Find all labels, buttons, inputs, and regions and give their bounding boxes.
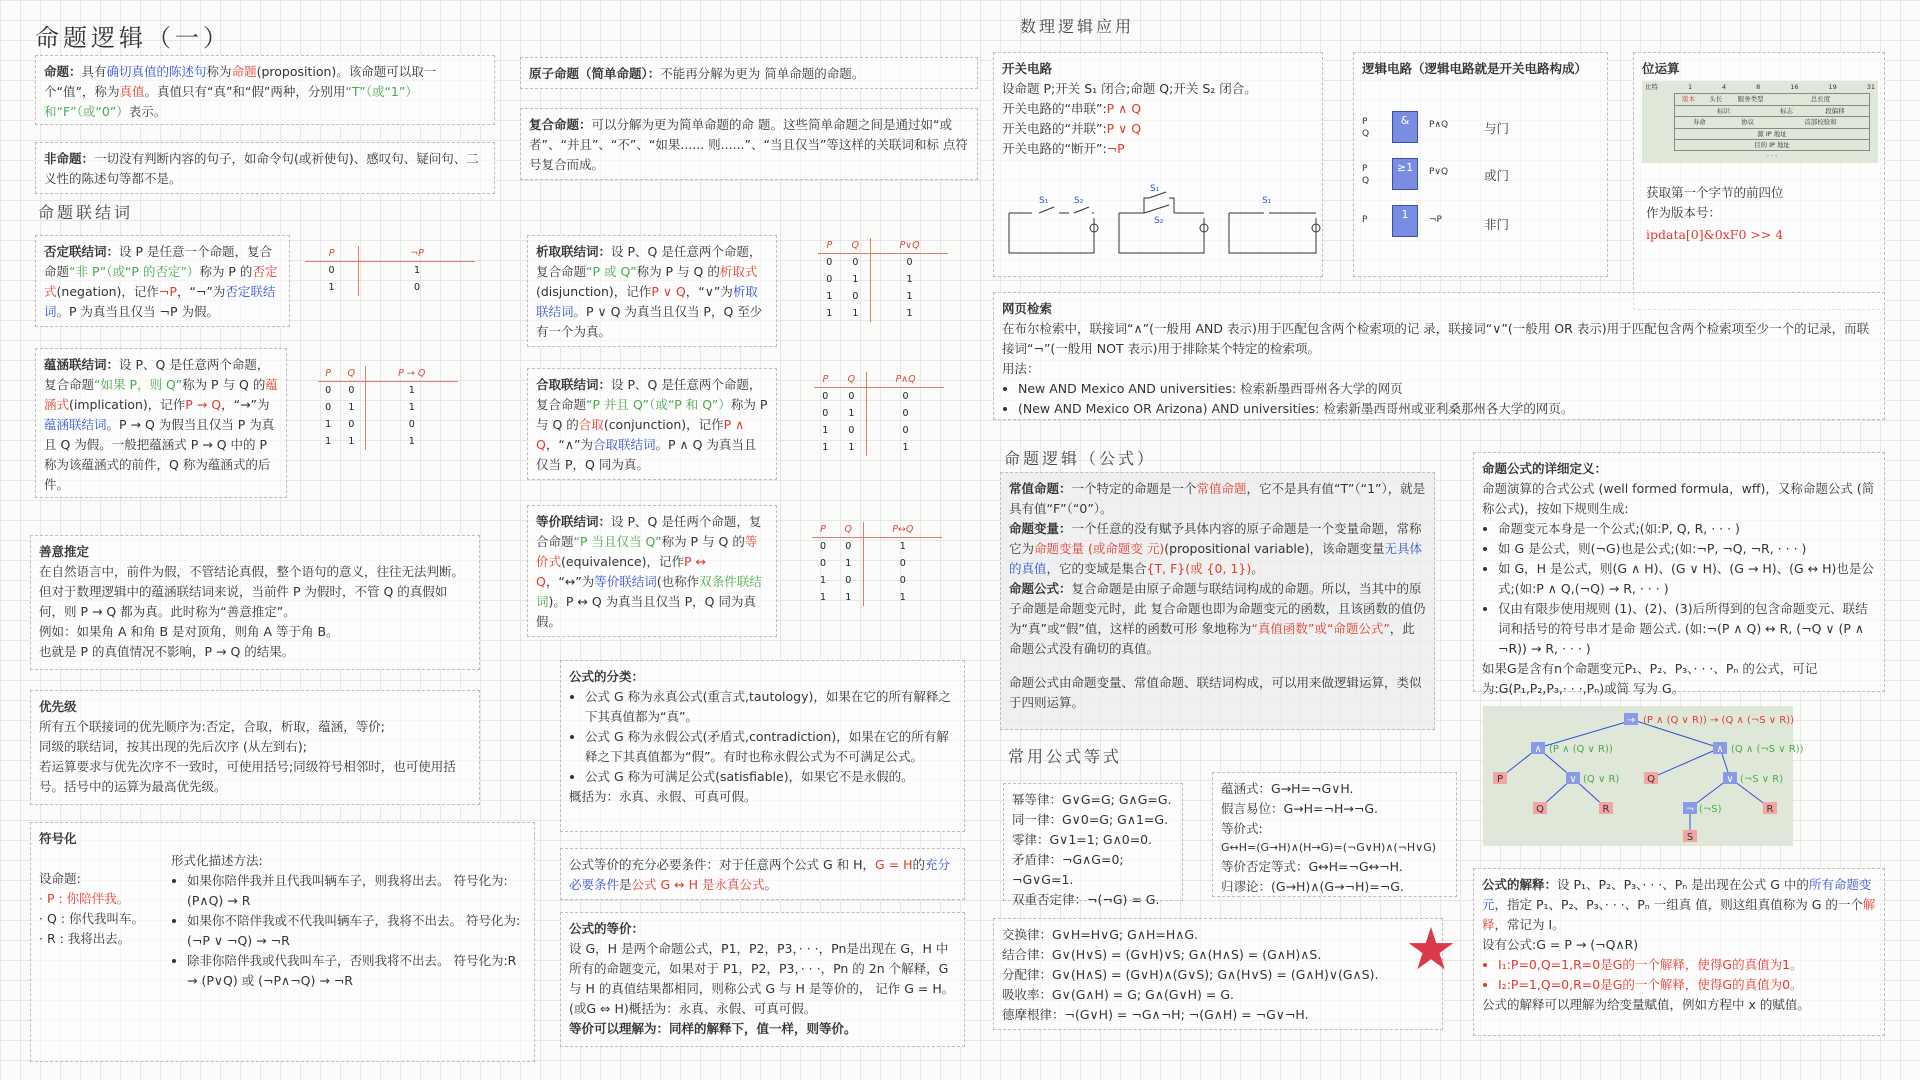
proposition-definition: 命题：具有确切真值的陈述句称为命题(proposition)。该命题可以取一个“值”，称为真值。真值只有“真”和“假”两种，分别用“T”（或“1”）和“F”（或“0”）表示。 [35,55,495,125]
tree-root-label: (P ∧ (Q ∨ R)) → (Q ∧ (¬S ∨ R)) [1643,715,1795,726]
svg-text:S₁: S₁ [1150,184,1160,194]
tree-leaf: R [1766,804,1774,815]
tree-label-n1: (P ∧ (Q ∨ R)) [1549,744,1613,755]
formula-equivalence: 公式的等价： 设 G，H 是两个命题公式，P1，P2，P3，· · ·，Pn是出现在 G，H 中所有的命题变元，如果对于 P1，P2，P3，· · ·，Pn 的 2n 个解释，G 与 H 的真值结果都相同，则称公式 G 与 H 是等价的， 记作 G = H。(或G ⇔ H)概括为：永真、永假、可真可假。 等价可以理解为：同样的解释下，值一样，则等价。 [560,912,965,1047]
tree-leaf: P [1496,774,1504,785]
equivalence-truth-table: P Q P↔Q 0 0 1 0 1 0 1 0 0 1 1 1 [812,522,942,606]
formula-syntax-tree [1483,706,1804,846]
disjunction-connective: 析取联结词：设 P、Q 是任意两个命题，复合命题“P 或 Q”称为 P 与 Q 的析取式(disjunction)，记作P ∨ Q，“∨”为析取联结词。P ∨ Q 为真当且仅当 P，Q 至少有一个为真。 [527,235,777,347]
priority-rules: 优先级 所有五个联接词的优先顺序为:否定，合取，析取，蕴涵，等价; 同级的联结词，按其出现的先后次序 (从左到右); 若运算要求与优先次序不一致时，可使用括号;同级符号相邻时，也可使用括号。括号中的运算为最高优先级。 [30,690,480,805]
tree-label-n4: (¬S ∨ R) [1740,774,1784,785]
svg-text:S₁: S₁ [1039,196,1049,206]
logic-circuit: 逻辑电路（逻辑电路就是开关电路构成） & ≥1 1 P Q P Q P P∧Q P∨Q ¬P 与门 或门 非门 [1353,52,1608,277]
web-search: 网页检索 在布尔检索中，联接词“∧”(一般用 AND 表示)用于匹配包含两个检索项的记 录，联接词“∨”(一般用 OR 表示)用于匹配包含两个检索项至少一个的记录，而联接词“¬”(一般用 NOT 表示)用于排除某个特定的检索项。 用法： • New AND Mexico AND universities: 检索新墨西哥州各大学的网页 • (New AND Mexico OR Arizona) AND universities: 检索新墨西哥州或亚利桑那州各大学的网页。 [993,292,1885,420]
bit-operations: 位运算 比特 1 4 8 16 19 31 版本 头长 服务类型 总长度 标识 标志 段偏移 寿命 协议 首部校验和 源 IP 地址 目的 IP 地址 · · · 获取第一个字节的前四位 作为版本号： ipdata[0]&0xF0 >> 4 [1633,52,1885,310]
tree-label-n5: (¬S) [1699,804,1722,815]
connectives-section-title: 命题联结词 [38,203,134,222]
page-title: 命题逻辑（一） [35,24,231,52]
basic-equations: 幂等律：G∨G=G; G∧G=G. 同一律：G∨0=G; G∧1=G. 零律：G∨1=1; G∧0=0. 矛盾律：¬G∧G=0; ¬G∨G=1. 双重否定律：¬(¬G) = G. [1003,783,1183,901]
equations-section-title: 常用公式等式 [1008,747,1123,766]
implication-equations: 蕴涵式：G→H=¬G∨H. 假言易位：G→H=¬H→¬G. 等价式: G↔H=(G→H)∧(H→G)=(¬G∨H)∧(¬H∨G) 等价否定等式：G↔H=¬G↔¬H. 归谬论：(G→H)∧(G→¬H)=¬G. [1212,772,1457,897]
svg-text:S₂: S₂ [1074,196,1084,206]
equivalence-connective: 等价联结词：设 P、Q 是任两个命题，复合命题“P 当且仅当 Q”称为 P 与 Q 的等价式(equivalence)，记作P ↔ Q，“↔”为等价联结词(也称作双条件联结词)。P ↔ Q 为真当且仅当 P，Q 同为真假。 [527,505,777,637]
constant-proposition: 常值命题：一个特定的命题是一个常值命题，它不是具有值“T”（“1”），就是具有值“F”（“0”）。 命题变量：一个任意的没有赋予具体内容的原子命题是一个变量命题，常称它为命题变量 (或命题变 元)(propositional variable)，该命题变量无具体的真值，它的变域是集合{T, F}(或 {0, 1})。 命题公式：复合命题是由原子命题与联结词构成的命题。所以，当其中的原子命题是命题变元时，此 复合命题也即为命题变元的函数，且该函数的值仍为“真”或“假”值，这样的函数可形 象地称为“真值函数”或“命题公式”，此命题公式没有确切的真值。 命题公式由命题变量、常值命题、联结词构成，可以用来做逻辑运算，类似于四则运算。 [1000,472,1435,730]
tree-leaf: Q [1647,774,1655,785]
tree-op-root: → [1626,715,1636,726]
app-section-title: 数理逻辑应用 [1020,17,1135,36]
implication-truth-table: P Q P → Q 0 0 1 0 1 1 1 0 0 1 1 1 [318,366,458,450]
tree-op-and-right: ∧ [1716,744,1724,755]
tree-op-or-right: ∨ [1726,774,1734,785]
formula-classification: 公式的分类： • 公式 G 称为永真公式(重言式,tautology)，如果在它的所有解释之下其真值都为“真”。 • 公式 G 称为永假公式(矛盾式,contradiction)，如果在它的所有解释之下其真值都为“假”。有时也称永假公式为不可满足公式。 • 公式 G 称为可满足公式(satisfiable)，如果它不是永假的。 概括为：永真、永假、可真可假。 [560,660,965,832]
and-gate-icon: & [1392,111,1418,143]
tree-leaf: S [1686,832,1694,843]
formula-section-title: 命题逻辑（公式） [1004,449,1157,468]
disjunction-truth-table: P Q P∨Q 0 0 0 0 1 1 1 0 1 1 1 1 [818,238,948,322]
switch-circuit: 开关电路 设命题 P;开关 S₁ 闭合;命题 Q;开关 S₂ 闭合。 开关电路的“串联”:P ∧ Q 开关电路的“并联”:P ∨ Q 开关电路的“断开”:¬P S₁ S₂ S₁ S₂ S₁ [993,52,1323,277]
tree-label-n2: (Q ∧ (¬S ∨ R)) [1731,744,1804,755]
tree-op-or-left: ∨ [1569,774,1577,785]
tree-leaf: R [1602,804,1610,815]
prop-q: · Q : 你代我叫车。 [39,911,144,926]
prop-r: · R : 我将出去。 [39,931,131,946]
formula-detailed-definition: 命题公式的详细定义： 命题演算的合式公式 (well formed formula，wff)，又称命题公式 (简称公式)，按如下规则生成: • 命题变元本身是一个公式;(如:P, Q, R, · · · ) • 如 G 是公式，则(¬G)也是公式;(如:¬P, ¬Q, ¬R, · · · ) • 如 G，H 是公式，则(G ∧ H)、(G ∨ H)、(G → H)、(G ↔ H)也是公式;(如:P ∧ Q,(¬Q) → R, · · · ) • 仅由有限步使用规则 (1)、(2)、(3)后所得到的包含命题变元、联结词和括号的符号串才是命 题公式. (如:¬(P ∧ Q) ↔ R, (¬Q ∨ (P ∧ ¬R)) → R, · · · ) 如果G是含有n个命题变元P₁、P₂、P₃、· · ·、Pₙ 的公式，可记为:G(P₁,P₂,P₃,· · ·,Pₙ)或简 写为 G。 [1473,452,1885,692]
svg-text:S₂: S₂ [1154,216,1164,226]
symbolization: 符号化 设命题: · P : 你陪伴我。 · Q : 你代我叫车。 · R : 我将出去。 形式化描述方法: • 如果你陪伴我并且代我叫辆车子，则我将出去。 符号化为: (P∧Q) → R • 如果你不陪伴我或不代我叫辆车子，我将不出去。 符号化为: (¬P ∨ ¬Q) → ¬R • 除非你陪伴我或代我叫车子，否则我将不出去。 符号化为:R → (P∨Q) 或 (¬P∧¬Q) → ¬R [30,822,535,1062]
negation-connective: 否定联结词：设 P 是任意一个命题，复合命题“非 P”（或“P 的否定”）称为 P 的否定式(negation)，记作¬P，“¬”为否定联结词。P 为真当且仅当 ¬P 为假。 [35,235,290,327]
not-gate-icon: 1 [1392,205,1418,237]
star-icon: ★ [1405,915,1457,983]
ip-header-diagram: 比特 1 4 8 16 19 31 版本 头长 服务类型 总长度 标识 标志 段偏移 寿命 协议 首部校验和 源 IP 地址 目的 IP 地址 · · · [1642,81,1878,163]
formula-interpretation: 公式的解释：设 P₁、P₂、P₃、· · ·、Pₙ 是出现在公式 G 中的所有命题变元，指定 P₁、P₂、P₃、· · ·、Pₙ 一组真 值，则这组真值称为 G 的一个解释，常记为 I。 设有公式:G = P → (¬Q∧R) • I₁:P=0,Q=1,R=0是G的一个解释，使得G的真值为1。 • I₂:P=1,Q=0,R=0是G的一个解释，使得G的真值为0。 公式的解释可以理解为给变量赋值，例如方程中 x 的赋值。 [1473,868,1885,1036]
law-equations: 交换律：G∨H=H∨G; G∧H=H∧G. 结合律：G∨(H∨S) = (G∨H)∨S; G∧(H∧S) = (G∧H)∧S. 分配律：G∨(H∧S) = (G∨H)∧(G∨S); G∧(H∨S) = (G∧H)∨(G∧S). 吸收率：G∨(G∧H) = G; G∧(G∨H) = G. 德摩根律：¬(G∨H) = ¬G∧¬H; ¬(G∧H) = ¬G∨¬H. [993,918,1443,1030]
compound-proposition: 复合命题：可以分解为更为简单命题的命 题。这些简单命题之间是通过如“或 者”、“并且”、“不”、“如果...... 则......”、“当且仅当”等这样的关联词和标 点符号复合而成。 [520,108,978,180]
conjunction-truth-table: P Q P∧Q 0 0 0 0 1 0 1 0 0 1 1 1 [814,372,944,456]
prop-p: · P : 你陪伴我。 [39,891,130,906]
good-faith-presumption: 善意推定 在自然语言中，前件为假，不管结论真假，整个语句的意义，往往无法判断。但对于数理逻辑中的蕴涵联结词来说，当前件 P 为假时，不管 Q 的真假如何，则 P → Q 都为真。此时称为“善意推定”。 例如：如果角 A 和角 B 是对顶角，则角 A 等于角 B。 也就是 P 的真值情况不影响，P → Q 的结果。 [30,535,480,670]
or-gate-icon: ≥1 [1392,158,1418,190]
tree-op-not: ¬ [1685,804,1695,815]
negation-truth-table: P ¬P 0 1 1 0 [305,246,475,296]
implication-connective: 蕴涵联结词：设 P、Q 是任意两个命题，复合命题“如果 P，则 Q”称为 P 与 Q 的蕴涵式(implication)，记作P → Q，“→”为蕴涵联结词。P → Q 为假当且仅当 P 为真且 Q 为假。一般把蕴涵式 P → Q 中的 P 称为该蕴涵式的前件，Q 称为蕴涵式的后件。 [35,348,287,498]
conjunction-connective: 合取联结词：设 P、Q 是任意两个命题，复合命题“P 并且 Q”（或“P 和 Q”）称为 P 与 Q 的合取(conjunction)，记作P ∧ Q，“∧”为合取联结词。P ∧ Q 为真当且仅当 P，Q 同为真。 [527,368,777,480]
svg-text:S₁: S₁ [1262,196,1272,206]
non-proposition-definition: 非命题：一切没有判断内容的句子，如命令句(或祈使句)、感叹句、疑问句、二义性的陈述句等都不是。 [35,142,495,194]
switch-circuits-diagram [1004,184,1324,273]
tree-label-n3: (Q ∨ R) [1583,774,1620,785]
equivalence-condition: 公式等价的充分必要条件：对于任意两个公式 G 和 H，G = H的充分必要条件是公式 G ↔ H 是永真公式。 [560,848,965,900]
tree-leaf: Q [1536,804,1544,815]
atomic-proposition: 原子命题（简单命题）：不能再分解为更为 简单命题的命题。 [520,57,978,89]
tree-op-and-left: ∧ [1534,744,1542,755]
